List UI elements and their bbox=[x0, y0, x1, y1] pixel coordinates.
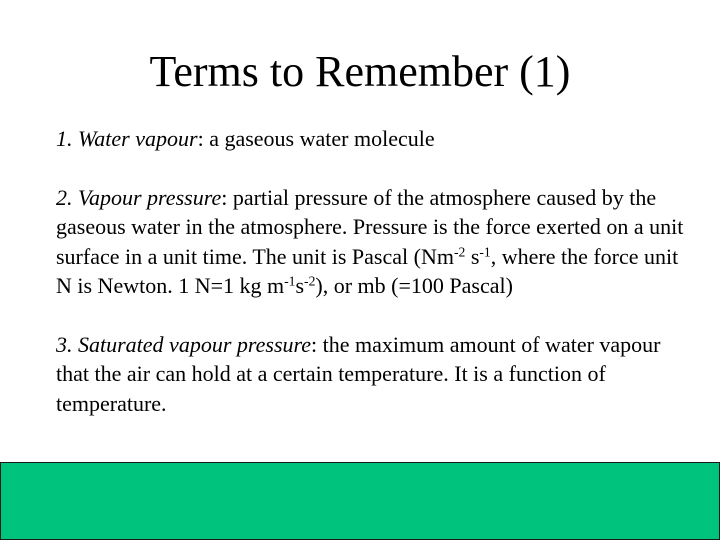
term-1-label bbox=[56, 126, 198, 151]
term-2-superscript-2: -1 bbox=[479, 244, 491, 259]
term-1-name: Water vapour bbox=[78, 126, 198, 151]
term-3-label bbox=[56, 332, 311, 357]
term-2-superscript-1: -2 bbox=[453, 244, 466, 259]
term-3-definition: : the maximum amount of water vapour that the air can hold at a certain temperature. It is a function of temperature. bbox=[56, 331, 661, 416]
term-3-name: Saturated vapour pressure bbox=[78, 331, 312, 357]
term-2-number: 2. bbox=[56, 184, 73, 210]
term-item-2 bbox=[56, 183, 696, 301]
slide-body bbox=[56, 124, 696, 447]
term-2-superscript-4: -2 bbox=[304, 273, 316, 289]
term-2-definition-part1: : partial pressure of the atmosphere caused by the gaseous water in the atmosphere. Pressure is the force exerted on a unit surface in a unit time. The unit is Pascal (Nm bbox=[56, 184, 684, 269]
term-item-3 bbox=[56, 330, 696, 419]
footer-color-bar bbox=[0, 462, 720, 540]
term-2-definition-part4: s bbox=[295, 273, 305, 298]
term-2-label bbox=[56, 185, 221, 210]
term-2-superscript-3: -1 bbox=[284, 273, 296, 289]
slide-title: Terms to Remember (1) bbox=[149, 47, 571, 96]
term-1-definition: : a gaseous water molecule bbox=[197, 126, 435, 151]
term-2-definition-part2: s bbox=[465, 243, 480, 269]
term-3-number: 3. bbox=[56, 331, 73, 357]
term-2-definition-part5: ), or mb (=100 Pascal) bbox=[315, 273, 513, 298]
term-item-1 bbox=[56, 124, 696, 154]
term-2-definition-part3: , where the force unit N is Newton. 1 N=1 kg m bbox=[56, 243, 679, 298]
term-2-name: Vapour pressure bbox=[78, 184, 222, 210]
term-1-number: 1. bbox=[56, 126, 73, 151]
